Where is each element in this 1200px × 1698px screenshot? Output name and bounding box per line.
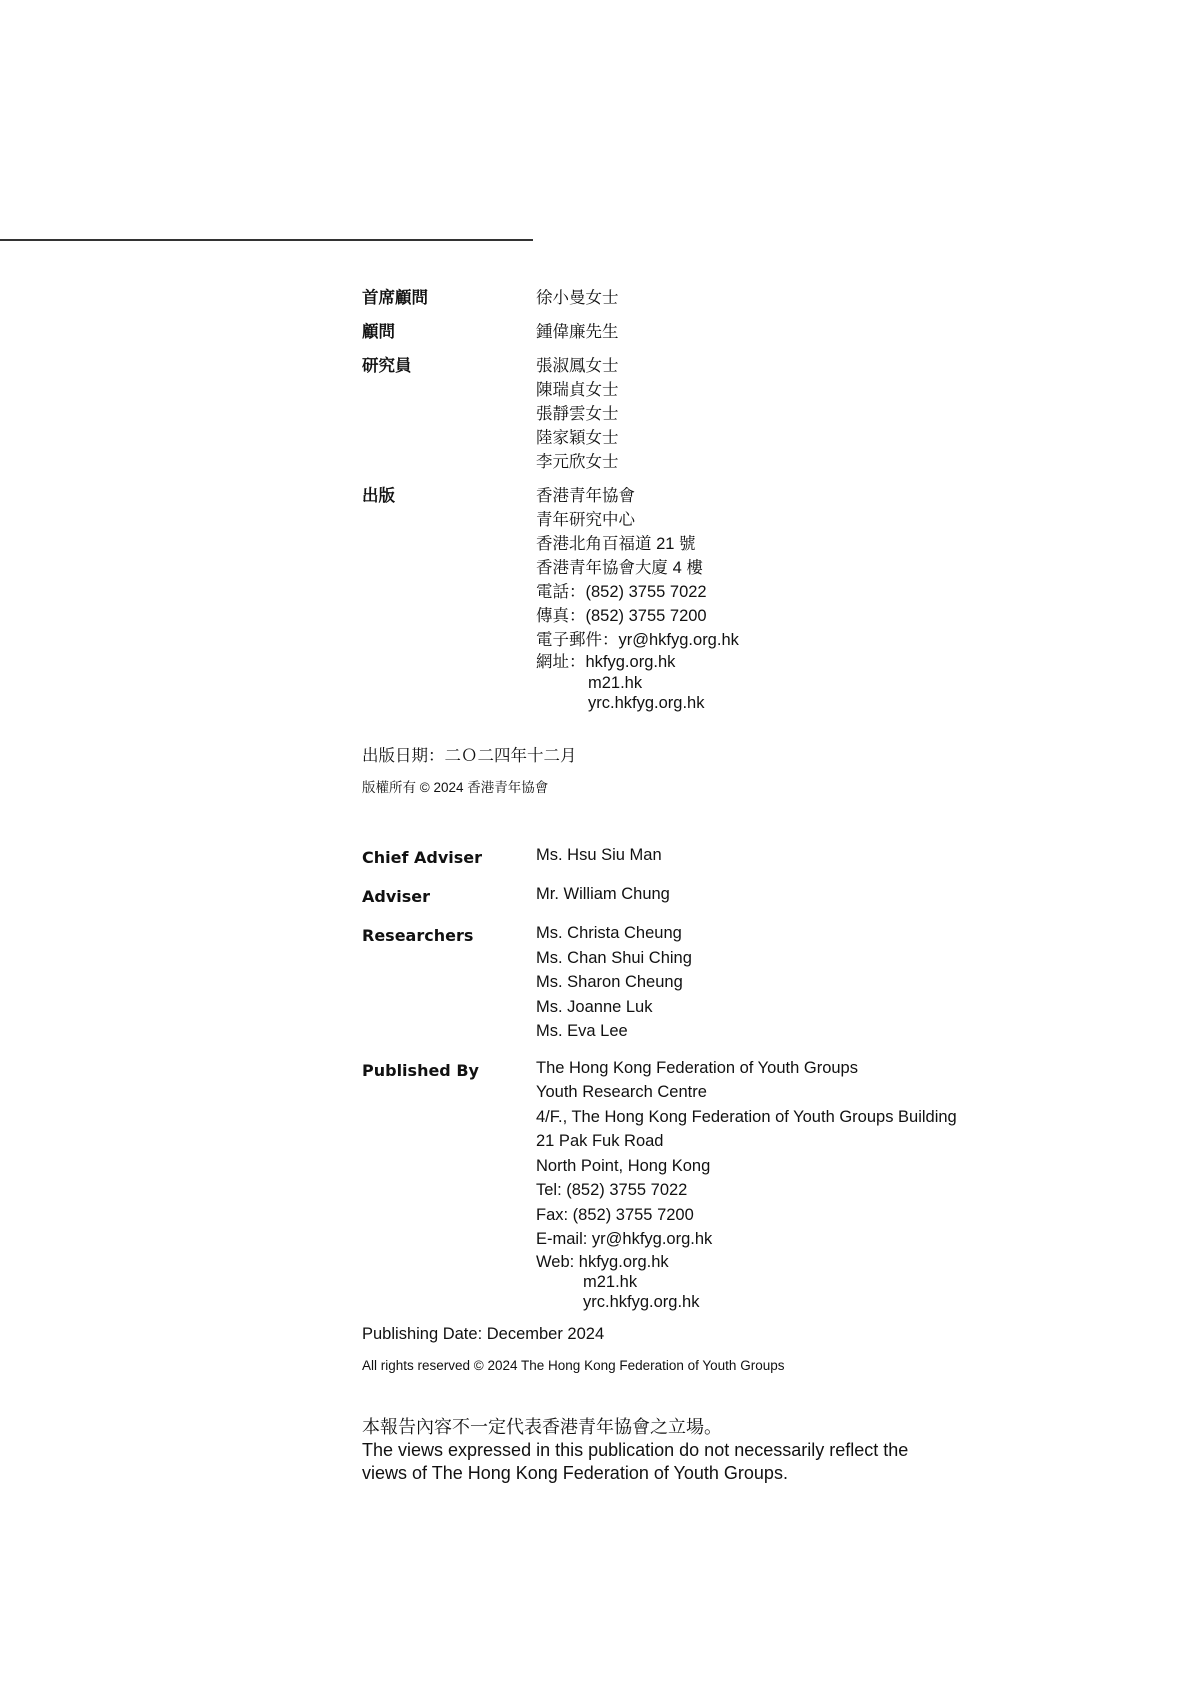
credits-english <box>362 843 957 1324</box>
credit-value: Mr. William Chung <box>536 885 670 903</box>
credit-value: Ms. Hsu Siu Man <box>536 846 662 864</box>
publisher-email: E-mail: yr@hkfyg.org.hk <box>536 1230 713 1248</box>
publisher-fax: Fax: (852) 3755 7200 <box>536 1205 694 1224</box>
publisher-line: 香港北角百福道 21 號 <box>536 535 696 553</box>
researcher-name: 陳瑞貞女士 <box>536 381 619 399</box>
credits-chinese <box>362 286 739 724</box>
publishing-date-zh: 出版日期：二Ｏ二四年十二月 <box>362 747 577 765</box>
publisher-web: Web: hkfyg.org.hk <box>536 1252 669 1271</box>
researcher-name: 陸家穎女士 <box>536 429 619 447</box>
publisher-phone: Tel: (852) 3755 7022 <box>536 1181 688 1199</box>
credit-row-researchers-zh <box>362 354 739 474</box>
researcher-name: 李元欣女士 <box>536 453 619 471</box>
credit-label: Published By <box>362 1060 479 1080</box>
copyright-en: All rights reserved © 2024 The Hong Kong Federation of Youth Groups <box>362 1358 785 1373</box>
publisher-web-extra: yrc.hkfyg.org.hk <box>588 694 705 712</box>
researcher-name: Ms. Eva Lee <box>536 1022 628 1040</box>
credit-value: 鍾偉廉先生 <box>536 323 619 341</box>
researcher-name: 張淑鳳女士 <box>536 357 619 375</box>
credit-label: Chief Adviser <box>362 848 483 867</box>
publisher-line: 香港青年協會大廈 4 樓 <box>536 559 703 577</box>
credit-row-chief-adviser-zh <box>362 286 739 310</box>
credit-label: Researchers <box>362 926 474 945</box>
publisher-web-extra: yrc.hkfyg.org.hk <box>583 1292 700 1311</box>
researcher-name: Ms. Chan Shui Ching <box>536 948 692 967</box>
publisher-line: North Point, Hong Kong <box>536 1156 711 1175</box>
credit-row-researchers-en <box>362 921 957 1044</box>
publisher-web: 網址：hkfyg.org.hk <box>536 653 676 671</box>
publisher-line: 21 Pak Fuk Road <box>536 1132 664 1150</box>
publisher-line: Youth Research Centre <box>536 1083 707 1101</box>
credit-label: Adviser <box>362 887 431 906</box>
researcher-name: Ms. Christa Cheung <box>536 924 682 942</box>
credit-row-published-by-en <box>362 1056 957 1312</box>
credit-label: 顧問 <box>362 323 395 341</box>
publisher-web-extra: m21.hk <box>588 673 643 692</box>
publisher-fax: 傳真：(852) 3755 7200 <box>536 607 707 625</box>
credit-label: 首席顧問 <box>362 289 428 307</box>
credit-row-chief-adviser-en <box>362 843 957 870</box>
credit-row-adviser-zh <box>362 320 739 344</box>
publisher-line: 香港青年協會 <box>536 487 635 505</box>
researcher-name: Ms. Sharon Cheung <box>536 973 683 991</box>
disclaimer-en-line1: The views expressed in this publication do not necessarily reflect the <box>362 1440 909 1460</box>
publisher-line: The Hong Kong Federation of Youth Groups <box>536 1058 858 1077</box>
disclaimer-zh: 本報告內容不一定代表香港青年協會之立場。 <box>362 1417 722 1437</box>
disclaimer <box>362 1416 908 1485</box>
credit-label: 研究員 <box>362 357 412 375</box>
publisher-line: 4/F., The Hong Kong Federation of Youth Groups Building <box>536 1107 957 1126</box>
publisher-line: 青年研究中心 <box>536 511 635 529</box>
publisher-email: 電子郵件：yr@hkfyg.org.hk <box>536 631 739 649</box>
credit-row-adviser-en <box>362 882 957 909</box>
credit-row-published-by-zh <box>362 484 739 714</box>
publishing-date-en: Publishing Date: December 2024 <box>362 1325 605 1343</box>
horizontal-rule <box>0 239 533 241</box>
credit-label: 出版 <box>362 487 395 505</box>
researcher-name: Ms. Joanne Luk <box>536 997 653 1016</box>
publisher-phone: 電話：(852) 3755 7022 <box>536 583 707 601</box>
disclaimer-en-line2: views of The Hong Kong Federation of Youth Groups. <box>362 1463 788 1483</box>
researcher-name: 張靜雲女士 <box>536 405 619 423</box>
copyright-zh: 版權所有 © 2024 香港青年協會 <box>362 780 549 795</box>
credit-value: 徐小曼女士 <box>536 289 619 307</box>
publisher-web-extra: m21.hk <box>583 1272 638 1291</box>
